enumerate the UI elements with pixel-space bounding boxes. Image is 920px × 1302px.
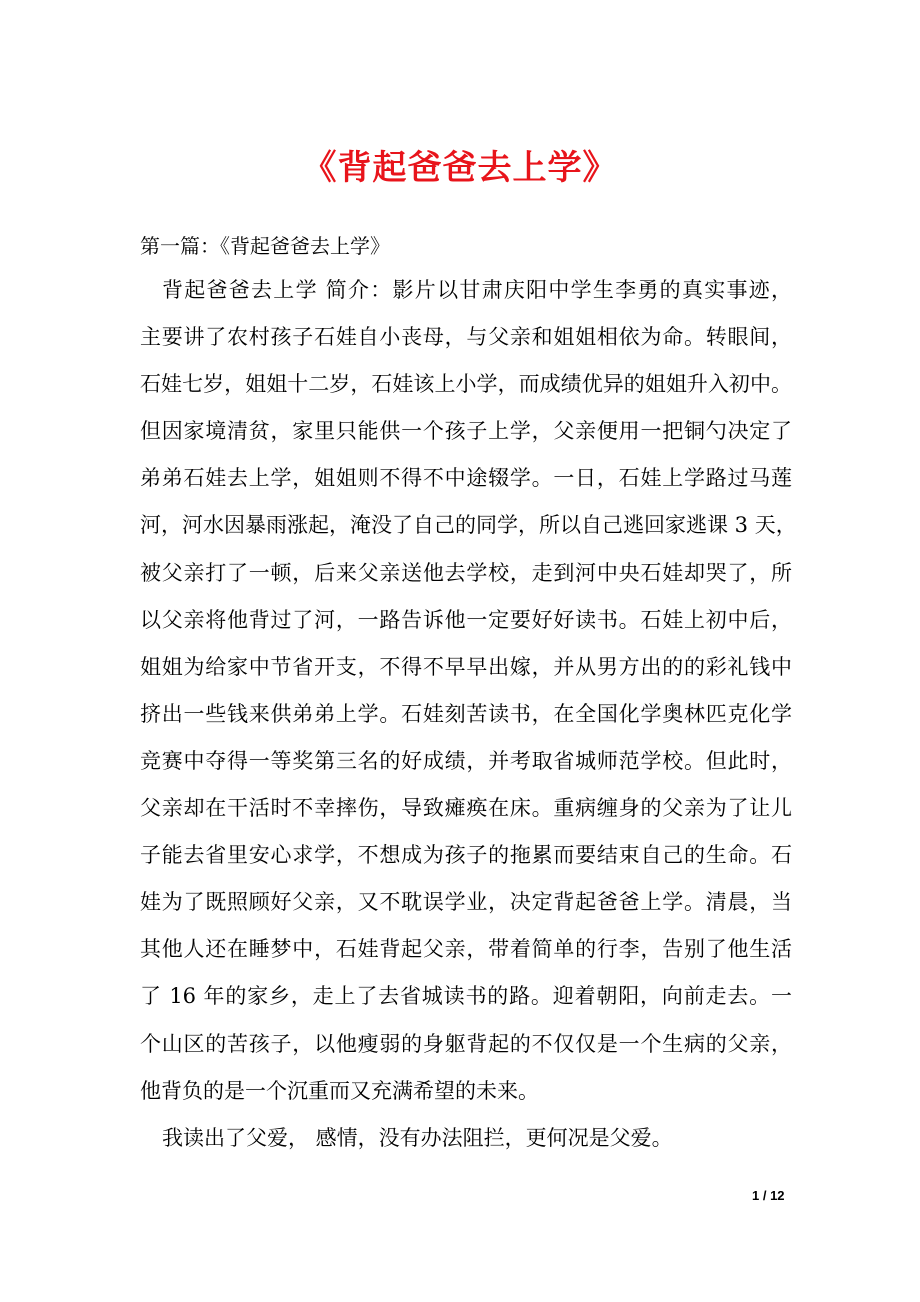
body-line: 个山区的苦孩子，以他瘦弱的身躯背起的不仅仅是一个生病的父亲，	[140, 1031, 792, 1056]
body-line: 弟弟石娃去上学，姐姐则不得不中途辍学。一日，石娃上学路过马莲	[140, 466, 792, 491]
body-line: 挤出一些钱来供弟弟上学。石娃刻苦读书，在全国化学奥林匹克化学	[140, 701, 792, 726]
body-line: 背起爸爸去上学 简介：影片以甘肃庆阳中学生李勇的真实事迹，	[162, 278, 792, 302]
section-heading: 第一篇：《背起爸爸去上学》	[140, 234, 390, 258]
body-line: 被父亲打了一顿，后来父亲送他去学校，走到河中央石娃却哭了，所	[140, 560, 792, 585]
body-line: 我读出了父爱， 感情，没有办法阻拦，更何况是父爱。	[162, 1125, 673, 1150]
body-line: 但因家境清贫，家里只能供一个孩子上学，父亲便用一把铜勺决定了	[140, 419, 792, 444]
body-line: 父亲却在干活时不幸摔伤，导致瘫痪在床。重病缠身的父亲为了让儿	[140, 796, 792, 821]
body-line: 竞赛中夺得一等奖第三名的好成绩，并考取省城师范学校。但此时，	[140, 748, 792, 773]
body-line: 子能去省里安心求学，不想成为孩子的拖累而要结束自己的生命。石	[140, 843, 792, 868]
body-line: 以父亲将他背过了河，一路告诉他一定要好好读书。石娃上初中后，	[140, 607, 792, 632]
page-number: 1 / 12	[752, 1188, 785, 1203]
body-line: 河，河水因暴雨涨起，淹没了自己的同学，所以自己逃回家逃课 3 天，	[140, 513, 797, 538]
body-line: 了 16 年的家乡，走上了去省城读书的路。迎着朝阳，向前走去。一	[140, 984, 792, 1009]
body-line: 其他人还在睡梦中，石娃背起父亲，带着简单的行李，告别了他生活	[140, 937, 792, 962]
body-line: 主要讲了农村孩子石娃自小丧母，与父亲和姐姐相依为命。转眼间，	[140, 325, 792, 350]
body-line: 娃为了既照顾好父亲，又不耽误学业，决定背起爸爸上学。清晨，当	[140, 890, 792, 915]
body-line: 他背负的是一个沉重而又充满希望的未来。	[140, 1078, 539, 1103]
body-line: 石娃七岁，姐姐十二岁，石娃该上小学，而成绩优异的姐姐升入初中。	[140, 372, 792, 397]
document-title: 《背起爸爸去上学》	[302, 148, 618, 188]
body-line: 姐姐为给家中节省开支，不得不早早出嫁，并从男方出的的彩礼钱中	[140, 654, 792, 679]
document-body	[140, 272, 797, 1167]
